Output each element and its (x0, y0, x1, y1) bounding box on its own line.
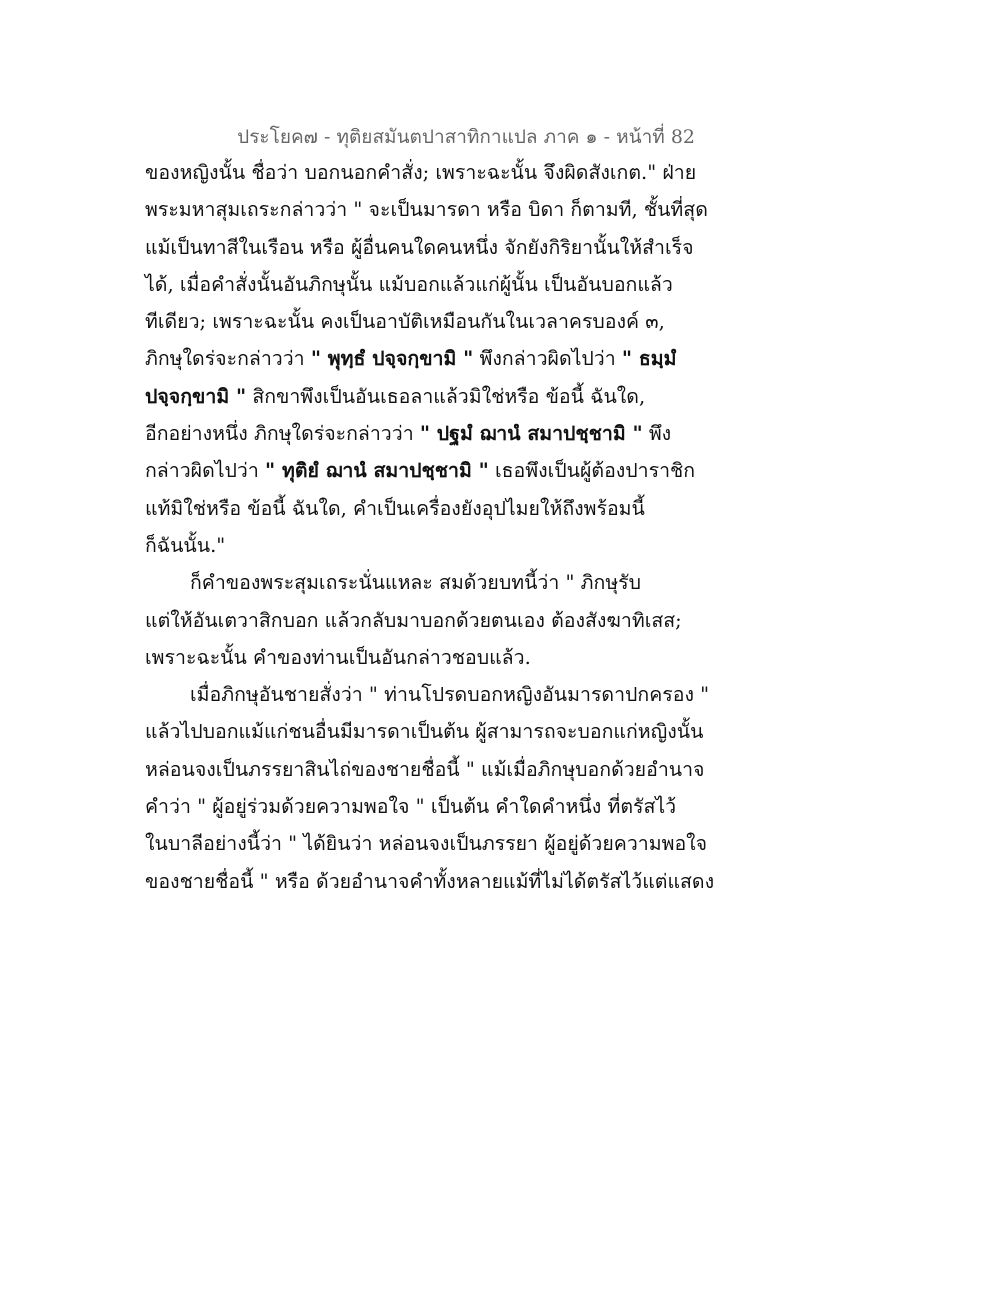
text-segment: ของชายชื่อนี้ " หรือ ด้วยอำนาจคำทั้งหลายแม้ที่ไม่ได้ตรัสไว้แต่แสดง (145, 869, 715, 893)
text-segment: ก็ฉันนั้น." (145, 533, 226, 557)
text-line (145, 564, 705, 601)
text-line (145, 788, 705, 825)
text-segment: พระมหาสุมเถระกล่าวว่า " จะเป็นมารดา หรือ บิดา ก็ตามที, ชั้นที่สุด (145, 198, 708, 222)
text-segment: ของหญิงนั้น ชื่อว่า บอกนอกคำสั่ง; เพราะฉะนั้น จึงผิดสังเกต." ฝ่าย (145, 161, 697, 184)
text-segment: แท้มิใช่หรือ ข้อนี้ ฉันใด, คำเป็นเครื่องยังอุปไมยให้ถึงพร้อมนี้ (145, 496, 645, 520)
text-line (145, 303, 705, 340)
text-line (145, 452, 705, 489)
text-line (145, 527, 705, 564)
text-segment: เธอพึงเป็นผู้ต้องปาราชิก (488, 459, 696, 483)
text-segment: พึง (642, 422, 672, 446)
text-segment: เมื่อภิกษุอันชายสั่งว่า " ท่านโปรดบอกหญิงอันมารดาปกครอง " (190, 683, 710, 707)
text-line (145, 340, 705, 377)
text-line (145, 863, 715, 900)
text-segment: ได้, เมื่อคำสั่งนั้นอันภิกษุนั้น แม้บอกแล้วแก่ผู้นั้น เป็นอันบอกแล้ว (145, 272, 673, 296)
text-segment: คำว่า " ผู้อยู่ร่วมด้วยความพอใจ " เป็นต้น คำใดคำหนึ่ง ที่ตรัสไว้ (145, 795, 677, 819)
text-line (145, 713, 705, 750)
text-line (145, 639, 705, 676)
text-segment: กล่าวผิดไปว่า (145, 459, 266, 483)
text-line (145, 154, 705, 191)
text-line (145, 229, 705, 266)
pali-term: ปจฺจกฺขามิ " (145, 384, 247, 408)
text-line (145, 490, 705, 527)
text-segment: สิกขาพึงเป็นอันเธอลาแล้วมิใช่หรือ ข้อนี้ ฉันใด, (246, 384, 646, 408)
text-segment: อีกอย่างหนึ่ง ภิกษุใดร่จะกล่าวว่า (145, 422, 420, 446)
text-line (145, 378, 705, 415)
text-segment: ทีเดียว; เพราะฉะนั้น คงเป็นอาบัติเหมือนกันในเวลาครบองค์ ๓, (145, 310, 665, 334)
body-text (145, 154, 715, 900)
pali-term: " ธมฺมํ (621, 347, 677, 371)
text-line (145, 191, 708, 228)
text-line (145, 602, 705, 639)
text-line (145, 266, 705, 303)
text-segment: ก็คำของพระสุมเถระนั่นแหละ สมด้วยบทนี้ว่า " ภิกษุรับ (190, 571, 642, 595)
pali-term: " ปฐมํ ฌานํ สมาปชฺชามิ " (419, 422, 643, 446)
text-segment: แต่ให้อันเตวาสิกบอก แล้วกลับมาบอกด้วยตนเอง ต้องสังฆาทิเสส; (145, 608, 682, 632)
page-header: ประโยค๗ - ทุติยสมันตปาสาทิกาแปล ภาค ๑ - หน้าที่ 82 (237, 126, 695, 148)
text-segment: หล่อนจงเป็นภรรยาสินไถ่ของชายชื่อนี้ " แม้เมื่อภิกษุบอกด้วยอำนาจ (145, 757, 705, 781)
text-segment: แล้วไปบอกแม้แก่ชนอื่นมีมารดาเป็นต้น ผู้สามารถจะบอกแก่หญิงนั้น (145, 720, 704, 744)
text-segment: ในบาลีอย่างนี้ว่า " ได้ยินว่า หล่อนจงเป็นภรรยา ผู้อยู่ด้วยความพอใจ (145, 832, 708, 856)
text-line (145, 751, 705, 788)
text-line (145, 825, 708, 862)
text-segment: พึงกล่าวผิดไปว่า (473, 347, 622, 371)
pali-term: " ทุติยํ ฌานํ สมาปชฺชามิ " (265, 459, 489, 483)
text-segment: ภิกษุใดร่จะกล่าวว่า (145, 347, 311, 371)
text-line (145, 415, 705, 452)
text-line (145, 676, 710, 713)
text-segment: เพราะฉะนั้น คำของท่านเป็นอันกล่าวชอบแล้ว. (145, 645, 531, 669)
pali-term: " พุทฺธํ ปจฺจกฺขามิ " (310, 347, 474, 371)
text-segment: แม้เป็นทาสีในเรือน หรือ ผู้อื่นคนใดคนหนึ่ง จักยังกิริยานั้นให้สำเร็จ (145, 235, 694, 259)
